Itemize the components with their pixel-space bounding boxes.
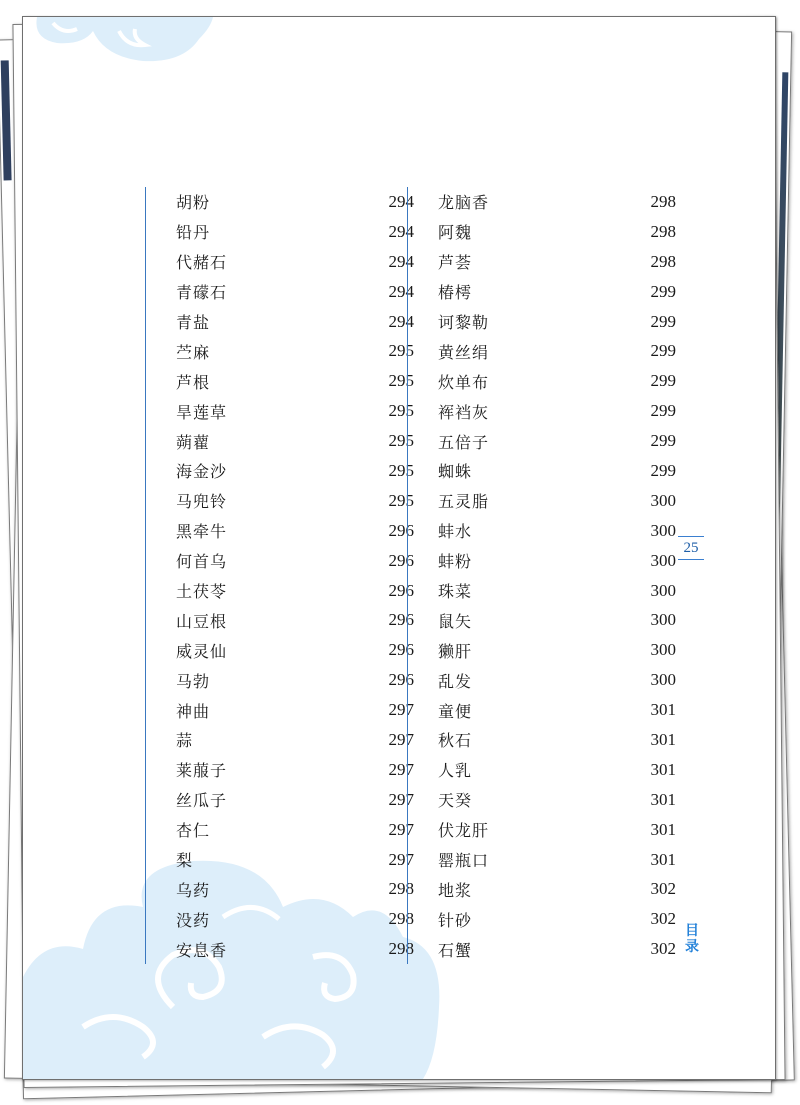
- toc-entry: [176, 605, 416, 635]
- toc-entry-page: 298: [650, 191, 676, 211]
- toc-entry-page: 300: [650, 550, 676, 570]
- toc-entry-name: 诃黎勒: [438, 313, 490, 332]
- toc-entry-name: 五灵脂: [438, 492, 490, 512]
- toc-entry-name: 海金沙: [176, 462, 228, 482]
- toc-entry-name: 黑牵牛: [176, 522, 228, 542]
- toc-entry-page: 299: [650, 341, 676, 361]
- toc-entry-page: 301: [650, 759, 676, 779]
- toc-entry: [438, 516, 678, 546]
- toc-entry: [438, 426, 678, 456]
- toc-entry-name: 炊单布: [438, 372, 490, 392]
- toc-entry: [438, 725, 678, 755]
- toc-entry-page: 299: [650, 431, 676, 451]
- toc-entry-name: 椿樗: [438, 283, 473, 303]
- toc-entry: [176, 785, 416, 815]
- toc-entry-name: 天癸: [438, 791, 473, 811]
- toc-entry-page: 302: [650, 939, 676, 959]
- toc-entry: [438, 635, 678, 665]
- toc-entry: [438, 874, 678, 904]
- toc-entry-page: 296: [388, 670, 414, 690]
- toc-entry-name: 地浆: [438, 880, 473, 900]
- toc-entry-page: 295: [388, 341, 414, 361]
- toc-entry: [176, 426, 416, 456]
- toc-entry: [438, 187, 678, 217]
- toc-entry-name: 蚌水: [438, 522, 473, 542]
- toc-entry-name: 伏龙肝: [438, 821, 490, 841]
- toc-entry-page: 300: [650, 610, 676, 630]
- toc-entry: [176, 277, 416, 307]
- toc-entry-page: 300: [650, 640, 676, 660]
- toc-entry-page: 299: [650, 311, 676, 331]
- toc-entry-name: 青盐: [176, 313, 211, 332]
- toc-entry: [176, 904, 416, 934]
- toc-entry-page: 298: [388, 879, 414, 899]
- toc-entry-name: 鼠矢: [438, 611, 473, 631]
- toc-entry-page: 301: [650, 729, 676, 749]
- toc-entry-name: 罂瓶口: [438, 851, 490, 871]
- toc-entry: [176, 396, 416, 426]
- toc-entry-page: 297: [388, 729, 414, 749]
- toc-entry: [438, 755, 678, 785]
- toc-entry: [176, 576, 416, 606]
- toc-entry: [438, 456, 678, 486]
- toc-entry: [176, 456, 416, 486]
- toc-entry-page: 301: [650, 819, 676, 839]
- toc-entry-name: 五倍子: [438, 432, 490, 452]
- toc-entry-page: 295: [388, 490, 414, 510]
- toc-entry-page: 297: [388, 819, 414, 839]
- toc-entry-name: 杏仁: [176, 821, 211, 841]
- toc-entry: [176, 217, 416, 247]
- toc-entry-name: 土茯苓: [176, 582, 228, 602]
- toc-entry: [176, 695, 416, 725]
- toc-entry-name: 裈裆灰: [438, 402, 490, 422]
- toc-entry-name: 神曲: [176, 701, 211, 721]
- toc-entry: [438, 486, 678, 516]
- toc-entry-name: 威灵仙: [176, 641, 228, 661]
- toc-entry: [438, 785, 678, 815]
- toc-entry-name: 没药: [176, 910, 211, 930]
- toc-entry-page: 296: [388, 640, 414, 660]
- toc-entry-page: 297: [388, 849, 414, 869]
- toc-entry-page: 298: [388, 939, 414, 959]
- toc-column-left: [145, 187, 416, 964]
- toc-entry-page: 296: [388, 520, 414, 540]
- toc-entry: [438, 904, 678, 934]
- toc-entry: [176, 755, 416, 785]
- toc-entry-name: 代赭石: [176, 253, 228, 273]
- toc-entry-page: 297: [388, 789, 414, 809]
- toc-entry-page: 301: [650, 849, 676, 869]
- toc-entry-name: 人乳: [438, 761, 473, 781]
- toc-entry-page: 302: [650, 879, 676, 899]
- toc-entry-name: 胡粉: [176, 193, 211, 213]
- toc-entry: [176, 934, 416, 964]
- toc-entry: [176, 336, 416, 366]
- toc-entry-name: 莱菔子: [176, 761, 228, 781]
- toc-entry-name: 乌药: [176, 880, 211, 900]
- toc-entry-page: 300: [650, 670, 676, 690]
- toc-entry-page: 300: [650, 520, 676, 540]
- toc-entry: [176, 546, 416, 576]
- toc-entry-name: 芦荟: [438, 253, 473, 273]
- toc-entry: [438, 934, 678, 964]
- toc-entry: [438, 815, 678, 845]
- toc-entry-name: 黄丝绢: [438, 342, 490, 362]
- toc-entry-name: 蚌粉: [438, 552, 473, 572]
- toc-entry-name: 青礞石: [176, 283, 228, 303]
- toc-entry-name: 马兜铃: [176, 492, 228, 512]
- toc-entry-page: 294: [388, 311, 414, 331]
- toc-entry-page: 297: [388, 700, 414, 720]
- page-number: 25: [678, 536, 704, 560]
- toc-entry: [176, 307, 416, 337]
- toc-entry: [176, 815, 416, 845]
- book-page: [22, 16, 776, 1080]
- toc-entry: [176, 635, 416, 665]
- toc-entry-name: 童便: [438, 701, 473, 721]
- toc-entry-name: 阿魏: [438, 223, 473, 243]
- toc-entry-name: 山豆根: [176, 611, 228, 631]
- toc-entry-page: 298: [388, 909, 414, 929]
- cloud-decoration-top: [23, 17, 223, 87]
- toc-entry-name: 乱发: [438, 671, 473, 691]
- toc-entry-page: 298: [650, 221, 676, 241]
- toc-entry-name: 石蟹: [438, 940, 473, 960]
- toc-entry: [176, 187, 416, 217]
- toc-entry-page: 295: [388, 460, 414, 480]
- toc-entry-page: 299: [650, 401, 676, 421]
- toc-entry: [176, 366, 416, 396]
- toc-entry-name: 芦根: [176, 372, 211, 392]
- toc-entry: [438, 277, 678, 307]
- toc-entry-page: 294: [388, 221, 414, 241]
- toc-entry-page: 295: [388, 401, 414, 421]
- toc-entry-name: 梨: [176, 851, 194, 871]
- toc-entry-name: 旱莲草: [176, 402, 228, 422]
- toc-entry: [438, 396, 678, 426]
- toc-entry-page: 302: [650, 909, 676, 929]
- toc-entry: [176, 845, 416, 875]
- toc-entry-name: 马勃: [176, 671, 211, 691]
- toc-entry: [438, 336, 678, 366]
- toc-entry-page: 301: [650, 789, 676, 809]
- toc-entry-page: 294: [388, 191, 414, 211]
- toc-entry: [438, 546, 678, 576]
- toc-entry-page: 300: [650, 580, 676, 600]
- toc-entry-name: 蒜: [176, 731, 194, 751]
- toc-entry-name: 苎麻: [176, 342, 211, 362]
- toc-entry: [176, 874, 416, 904]
- toc-entry-page: 295: [388, 371, 414, 391]
- toc-entry-page: 294: [388, 251, 414, 271]
- toc-entry-name: 獭肝: [438, 641, 473, 661]
- toc-entry-name: 珠菜: [438, 582, 473, 602]
- toc-entry: [438, 695, 678, 725]
- toc-entry: [438, 247, 678, 277]
- toc-entry-page: 297: [388, 759, 414, 779]
- toc-entry-name: 铅丹: [176, 223, 211, 243]
- toc-entry-page: 299: [650, 281, 676, 301]
- toc-entry-name: 针砂: [438, 910, 473, 930]
- toc-entry-page: 299: [650, 371, 676, 391]
- toc-entry: [176, 725, 416, 755]
- toc-entry: [176, 247, 416, 277]
- toc-entry-name: 安息香: [176, 940, 228, 960]
- toc-entry-name: 龙脑香: [438, 193, 490, 213]
- toc-entry: [438, 605, 678, 635]
- toc-entry-name: 蜘蛛: [438, 462, 473, 482]
- toc-entry-page: 299: [650, 460, 676, 480]
- toc-column-right: [407, 187, 678, 964]
- toc-entry: [176, 665, 416, 695]
- toc-entry: [438, 217, 678, 247]
- section-label: 目录: [685, 923, 699, 955]
- toc-entry: [438, 366, 678, 396]
- toc-entry-page: 301: [650, 700, 676, 720]
- toc-entry: [438, 576, 678, 606]
- toc-entry-page: 294: [388, 281, 414, 301]
- toc-entry: [176, 516, 416, 546]
- toc-entry-page: 298: [650, 251, 676, 271]
- toc-entry: [438, 665, 678, 695]
- toc-entry: [438, 845, 678, 875]
- toc-entry-page: 300: [650, 490, 676, 510]
- toc-entry-page: 296: [388, 610, 414, 630]
- toc-entry-name: 蒴藋: [176, 432, 211, 452]
- toc-entry-page: 296: [388, 550, 414, 570]
- toc-entry: [176, 486, 416, 516]
- toc-entry-name: 秋石: [438, 731, 473, 751]
- toc-entry-page: 296: [388, 580, 414, 600]
- toc-entry-name: 丝瓜子: [176, 791, 228, 811]
- toc-entry-name: 何首乌: [176, 552, 228, 572]
- toc-entry-page: 295: [388, 431, 414, 451]
- toc-entry: [438, 307, 678, 337]
